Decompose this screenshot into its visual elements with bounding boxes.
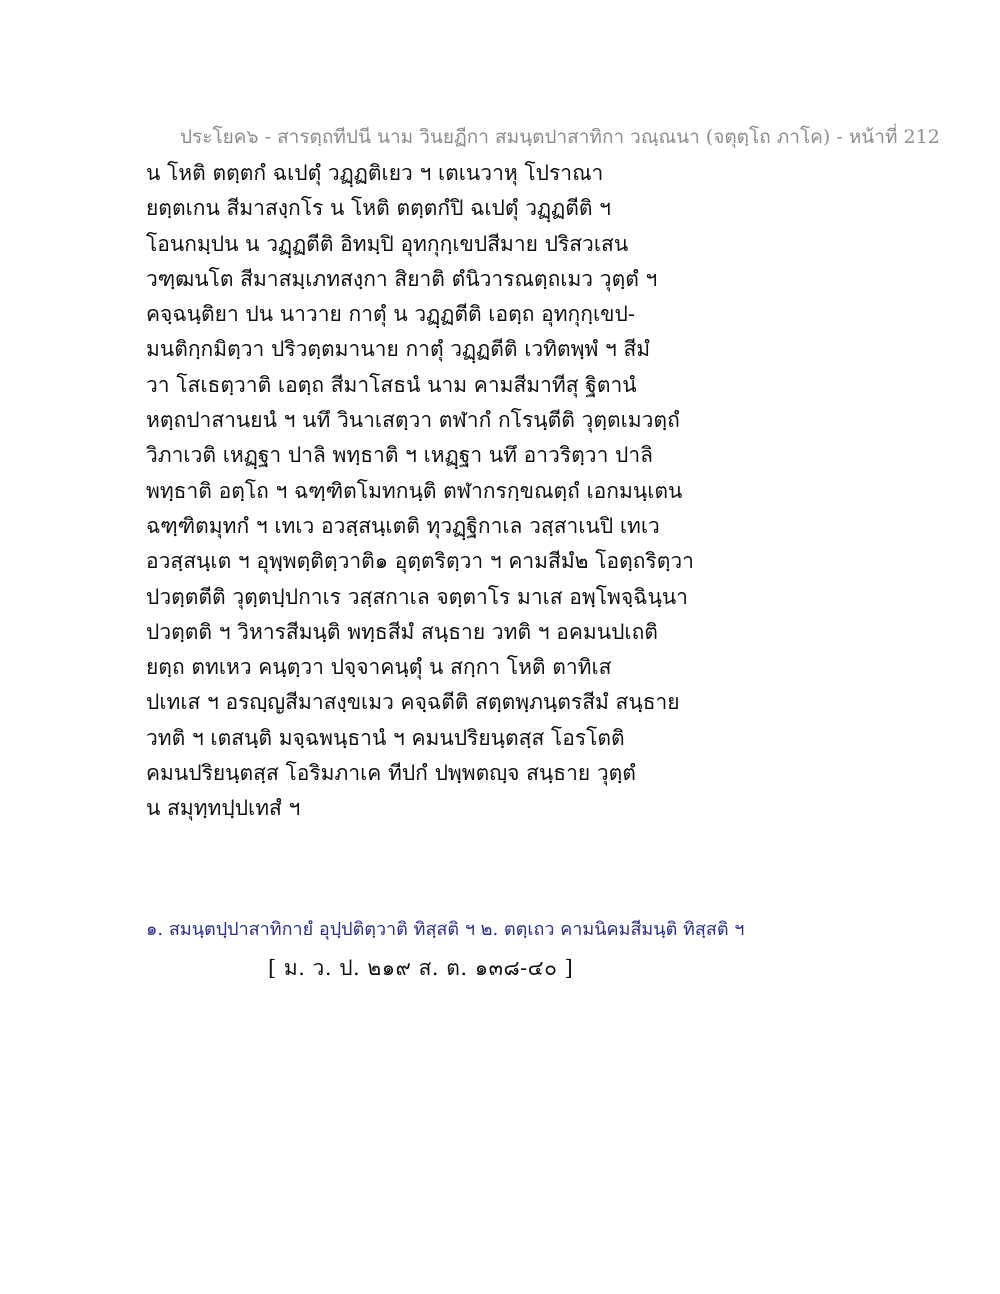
text-line: วิภาเวติ เหฏฺฐา ปาลิ พทฺธาติ ฯ เหฏฺฐา นทึ อาวริตฺวา ปาลิ	[146, 443, 654, 468]
text-line: น สมุทฺทปฺปเทสํ ฯ	[146, 796, 301, 821]
text-line: ปวตฺตติ ฯ วิหารสีมนฺติ พทฺธสีมํ สนฺธาย วทติ ฯ อคมนปเถติ	[146, 619, 658, 644]
text-line: ปเทเส ฯ อรญฺญสีมาสงฺขเมว คจฺฉตีติ สตฺตพฺภนฺตรสีมํ สนฺธาย	[146, 690, 680, 715]
text-line: ยตฺถ ตทเหว คนฺตฺวา ปจฺจาคนฺตุํ น สกฺกา โหติ ตาทิเส	[146, 655, 612, 680]
page-header: ประโยค๖ - สารตฺถทีปนี นาม วินยฏีกา สมนฺตปาสาทิกา วณฺณนา (จตุตฺโถ ภาโค) - หน้าที่ 212	[180, 126, 940, 148]
text-line: วา โสเธตฺวาติ เอตฺถ สีมาโสธนํ นาม คามสีมาทีสุ ฐิตานํ	[146, 372, 637, 397]
text-line: อวสฺสนฺเต ฯ อุพฺพตฺติตฺวาติ๑ อุตฺตริตฺวา ฯ คามสีมํ๒ โอตฺถริตฺวา	[146, 549, 694, 574]
text-line: วทติ ฯ เตสนฺติ มจฺฉพนฺธานํ ฯ คมนปริยนฺตสฺส โอรโตติ	[146, 725, 625, 750]
text-line: วฑฺฒนโต สีมาสมฺเภทสงฺกา สิยาติ ตํนิวารณตฺถเมว วุตฺตํ ฯ	[146, 266, 658, 291]
text-line: ยตฺตเกน สีมาสงฺกโร น โหติ ตตฺตกํปิ ฉเปตุํ วฏฺฏตีติ ฯ	[146, 196, 611, 221]
text-line: หตฺถปาสานยนํ ฯ นทึ วินาเสตฺวา ตฬากํ กโรนฺตีติ วุตฺตเมวตฺถํ	[146, 408, 680, 433]
text-line: คมนปริยนฺตสฺส โอริมภาเค ทีปกํ ปพฺพตญฺจ สนฺธาย วุตฺตํ	[146, 761, 636, 786]
body-text	[146, 156, 706, 827]
text-line: โอนกมฺปน น วฏฺฏตีติ อิทมฺปิ อุทกุกฺเขปสีมาย ปริสวเสน	[146, 231, 629, 256]
text-line: ฉฑฺฑิตมุทกํ ฯ เทเว อวสฺสนฺเตติ ทุวฏฺฐิกาเล วสฺสาเนปิ เทเว	[146, 513, 660, 538]
text-line: พทฺธาติ อตฺโถ ฯ ฉฑฺฑิตโมทกนฺติ ตฬากรกฺขณตฺถํ เอกมนฺเตน	[146, 478, 683, 503]
text-line: คจฺฉนฺติยา ปน นาวาย กาตุํ น วฏฺฏตีติ เอตฺถ อุทกุกฺเขป-	[146, 302, 635, 327]
text-line: ปวตฺตตีติ วุตฺตปฺปกาเร วสฺสกาเล จตฺตาโร มาเส อพฺโพจฺฉินฺนา	[146, 584, 688, 609]
footnote: ๑. สมนฺตปฺปาสาทิกายํ อุปฺปติตฺวาติ ทิสฺสติ ฯ ๒. ตตฺเถว คามนิคมสีมนฺติ ทิสฺสติ ฯ	[146, 919, 745, 940]
text-line: มนติกฺกมิตฺวา ปริวตฺตมานาย กาตุํ วฏฺฏตีติ เวทิตพฺพํ ฯ สีมํ	[146, 337, 651, 362]
reference-citation: [ ม. ว. ป. ๒๑๙ ส. ต. ๑๓๘-๔๐ ]	[268, 956, 574, 980]
text-line: น โหติ ตตฺตกํ ฉเปตุํ วฏฺฏติเยว ฯ เตเนวาหุ โปราณา	[146, 161, 604, 185]
